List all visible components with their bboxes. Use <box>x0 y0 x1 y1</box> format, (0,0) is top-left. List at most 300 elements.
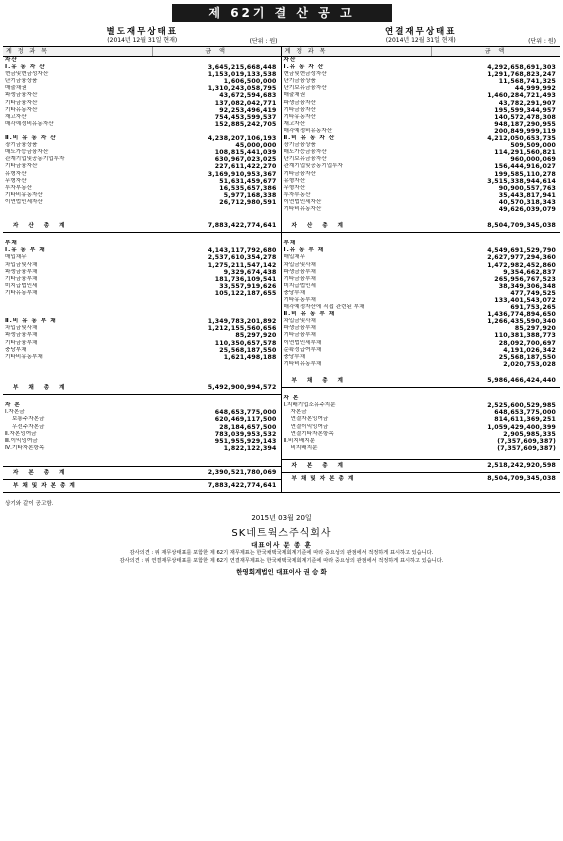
table-row <box>3 361 281 368</box>
account-label: 단기금융상품 <box>283 78 316 85</box>
consolidated-balance-sheet <box>282 47 561 492</box>
account-label <box>282 388 428 395</box>
audit-opinion-consolidated: 감사의견 : 위 연결재무상태표를 포함한 제 62기 연결재무제표는 한국채택국제회계기준에 따라 중요성의 관점에서 적정하게 표시하고 있습니다. <box>119 558 444 565</box>
amount-value: 44,999,992 <box>514 85 556 93</box>
table-row <box>3 156 281 163</box>
amount-value: 38,349,306,348 <box>498 282 556 290</box>
table-row <box>3 199 281 206</box>
account-label <box>3 206 149 213</box>
table-row <box>282 438 561 445</box>
amount-value: 1,436,774,894,650 <box>487 311 556 319</box>
amount-value: 108,815,441,039 <box>214 149 277 157</box>
account-label: 자 산 총 계 <box>13 223 69 230</box>
account-label: 기타금융부채 <box>283 275 316 282</box>
audit-opinion-separate: 감사의견 : 위 재무상태표를 포함한 제 62기 재무제표는 한국채택국제회계기준에 따라 중요성의 관점에서 적정하게 표시하고 있습니다. <box>129 550 434 557</box>
table-row <box>282 232 561 240</box>
account-label: Ⅱ.비 유 동 자 산 <box>5 135 57 142</box>
account-label: 미지급법인세 <box>5 282 38 289</box>
table-row <box>282 290 561 297</box>
account-label: Ⅳ.기타자본항목 <box>5 444 45 451</box>
account-label: Ⅰ.유 동 부 채 <box>283 247 325 254</box>
amount-value <box>149 128 281 135</box>
announcement <box>3 4 560 576</box>
table-row <box>282 206 561 213</box>
amount-value <box>428 240 560 247</box>
table-row <box>3 318 281 325</box>
account-label: 기타금융자산 <box>283 170 316 177</box>
amount-value: 181,736,109,541 <box>214 275 277 283</box>
account-label: 기타금융부채 <box>283 332 316 339</box>
amount-value: 691,753,265 <box>510 304 556 312</box>
amount-value: 1,460,284,721,493 <box>487 92 556 100</box>
table-row <box>3 128 281 135</box>
amount-value: 4,238,207,106,193 <box>207 135 277 143</box>
table-row <box>282 304 561 311</box>
amount-value: 754,453,599,537 <box>214 113 277 121</box>
amount-value <box>428 57 560 64</box>
table-row <box>282 254 561 261</box>
account-label: 연결기타자본항목 <box>290 430 334 437</box>
amount-value: 2,518,242,920,598 <box>487 461 556 469</box>
amount-value: 9,354,662,837 <box>503 268 556 276</box>
table-row <box>3 213 281 220</box>
table-row <box>282 57 561 64</box>
amount-value: 1,472,982,452,860 <box>487 261 556 269</box>
table-row <box>3 340 281 347</box>
table-row <box>282 121 561 128</box>
amount-value <box>149 297 281 304</box>
table-row <box>3 240 281 247</box>
table-row <box>3 78 281 85</box>
amount-value: 648,653,775,000 <box>214 409 277 417</box>
table-row <box>3 107 281 114</box>
account-label: 연결이익잉여금 <box>290 423 329 430</box>
account-label: Ⅱ.비지배지분 <box>283 437 316 444</box>
table-row <box>282 185 561 192</box>
table-row <box>282 247 561 254</box>
amount-value: 25,568,187,550 <box>498 353 556 361</box>
account-label <box>3 311 149 318</box>
account-label <box>282 452 428 459</box>
amount-value <box>149 206 281 213</box>
account-label: 투자부동산 <box>5 184 33 191</box>
account-label: 매입채무 <box>5 254 27 261</box>
page-title: 제 62기 결 산 공 고 <box>172 4 392 22</box>
table-row <box>282 402 561 409</box>
table-row <box>282 416 561 423</box>
table-row <box>3 100 281 107</box>
table-row <box>3 283 281 290</box>
account-label: 자산 <box>5 57 18 63</box>
account-label <box>282 368 428 375</box>
amount-value <box>149 213 281 220</box>
account-label: 장기금융상품 <box>5 142 38 149</box>
amount-value: 26,712,980,591 <box>219 198 277 206</box>
amount-value: 948,187,290,955 <box>494 120 556 128</box>
account-label: Ⅱ.비 유 동 부 채 <box>283 311 336 318</box>
account-label: 유형자산 <box>5 170 27 177</box>
table-row <box>3 206 281 213</box>
amount-value: 35,443,817,941 <box>498 191 556 199</box>
amount-value: 3,645,215,668,448 <box>207 64 277 72</box>
table-row <box>3 57 281 64</box>
amount-value: 140,572,478,308 <box>494 113 556 121</box>
amount-value: 1,822,122,394 <box>223 444 277 452</box>
separate-balance-sheet <box>3 47 282 492</box>
amount-value: 137,082,042,771 <box>214 99 277 107</box>
table-row <box>282 318 561 325</box>
account-label <box>3 452 149 459</box>
table-row <box>3 466 281 479</box>
amount-value: 1,266,435,590,340 <box>487 318 556 326</box>
amount-value: 648,653,775,000 <box>494 409 556 417</box>
account-label: 보통주자본금 <box>12 416 45 423</box>
amount-value: (7,357,609,387) <box>497 444 556 452</box>
account-label: 자산 <box>283 57 297 63</box>
right-statement-name: 연결재무상태표 <box>385 27 457 37</box>
table-row <box>3 325 281 332</box>
table-row <box>282 262 561 269</box>
amount-value: 1,212,155,560,656 <box>207 325 277 333</box>
table-row <box>282 192 561 199</box>
table-row <box>282 445 561 452</box>
account-column-header: 계 정 과 목 <box>284 48 328 55</box>
amount-value <box>149 402 281 409</box>
account-label: 기타금융자산 <box>283 106 316 113</box>
account-label: Ⅰ.유 동 자 산 <box>283 64 325 71</box>
table-row <box>282 276 561 283</box>
table-row <box>282 354 561 361</box>
amount-value <box>428 452 560 459</box>
account-label: 미지급법인세 <box>283 282 316 289</box>
amount-value: 620,469,117,500 <box>214 416 277 424</box>
account-label: Ⅰ.자본금 <box>5 409 25 416</box>
amount-value: 5,986,466,424,440 <box>487 377 556 385</box>
table-row <box>282 92 561 99</box>
right-statement-date: (2014년 12월 31일 현재) <box>385 37 456 44</box>
amount-value: 814,611,369,251 <box>494 416 556 424</box>
account-label: 기타금융부채 <box>5 275 38 282</box>
table-row <box>282 409 561 416</box>
amount-value: 4,191,026,342 <box>503 346 556 354</box>
amount-value: 2,525,600,529,985 <box>487 402 556 410</box>
amount-value: 45,000,000 <box>235 142 277 150</box>
ceo-name: 대표이사 문 종 훈 <box>251 541 312 550</box>
account-label: 순확정급여부채 <box>283 346 322 353</box>
account-label: 파생금융부채 <box>283 325 316 332</box>
table-row <box>3 171 281 178</box>
table-row <box>282 142 561 149</box>
table-row <box>3 311 281 318</box>
amount-value: 951,955,929,143 <box>214 437 277 445</box>
account-label: Ⅱ.비 유 동 자 산 <box>283 135 336 142</box>
account-label: Ⅰ.지배기업소유주지분 <box>283 402 336 409</box>
account-label: 매도가능금융자산 <box>283 149 327 156</box>
account-label: 파생금융부채 <box>5 332 38 339</box>
account-label: 매각예정자산에 직접 관련된 부채 <box>283 304 365 311</box>
right-column-header <box>282 47 561 57</box>
account-label: 매도가능금융자산 <box>5 149 49 156</box>
account-label <box>3 233 149 240</box>
table-row <box>282 368 561 375</box>
amount-value: 7,883,422,774,641 <box>207 482 277 490</box>
amount-value: 1,349,783,201,892 <box>207 318 277 326</box>
account-label: 자본금 <box>290 409 307 416</box>
amount-value: 3,169,910,953,367 <box>207 170 277 178</box>
account-label: 자 본 <box>283 395 300 402</box>
amount-value: 509,509,000 <box>510 142 556 150</box>
account-label: 재고자산 <box>283 120 306 127</box>
account-label: 기타비유동부채 <box>5 353 43 360</box>
table-row <box>3 424 281 431</box>
table-row <box>282 375 561 387</box>
account-label <box>3 361 149 368</box>
amount-value: 92,253,496,419 <box>219 106 277 114</box>
account-label: 파생금융부채 <box>5 268 38 275</box>
table-row <box>3 416 281 423</box>
amount-column-header: 금 액 <box>152 47 281 56</box>
table-row <box>3 178 281 185</box>
account-label <box>3 128 149 135</box>
table-row <box>282 361 561 368</box>
table-row <box>282 395 561 402</box>
amount-value <box>149 452 281 459</box>
account-label <box>3 213 149 220</box>
table-row <box>3 163 281 170</box>
account-label: 자 본 총 계 <box>13 470 69 477</box>
table-row <box>3 438 281 445</box>
account-label <box>3 297 149 304</box>
amount-value: 1,621,498,188 <box>223 353 277 361</box>
table-row <box>282 459 561 472</box>
account-label: 파생금융자산 <box>283 99 316 106</box>
amount-value <box>149 233 281 240</box>
amount-value <box>149 57 281 64</box>
amount-value: 28,184,657,500 <box>219 423 277 431</box>
amount-value: 105,122,187,655 <box>214 289 277 297</box>
account-label <box>282 233 428 240</box>
table-row <box>3 185 281 192</box>
amount-value: 7,883,422,774,641 <box>207 222 277 230</box>
table-row <box>282 472 561 485</box>
amount-value: 110,350,657,578 <box>214 339 277 347</box>
account-label: 차입금및사채 <box>283 261 316 268</box>
account-label: 비지배지분 <box>290 444 318 451</box>
amount-value: 85,297,920 <box>514 325 556 333</box>
amount-value: 2,537,610,354,278 <box>207 254 277 262</box>
amount-value <box>149 304 281 311</box>
table-row <box>3 347 281 354</box>
account-label: Ⅰ.유 동 부 채 <box>5 247 46 254</box>
amount-value: 4,143,117,792,680 <box>207 247 277 255</box>
amount-value: 156,444,916,027 <box>494 163 556 171</box>
amount-value: 1,606,500,000 <box>223 78 277 86</box>
account-label: 차입금및사채 <box>283 318 316 325</box>
account-column-header: 계 정 과 목 <box>6 48 49 55</box>
amount-value: 200,849,999,119 <box>494 127 556 135</box>
account-label: 단기보유금융자산 <box>283 156 327 163</box>
table-row <box>3 71 281 78</box>
account-label: Ⅱ.자본잉여금 <box>5 430 37 437</box>
table-row <box>282 149 561 156</box>
account-label: 매각예정비유동자산 <box>5 120 54 127</box>
amount-value <box>428 395 560 402</box>
amount-value: 2,627,977,294,360 <box>487 254 556 262</box>
amount-value: 5,977,168,338 <box>223 191 277 199</box>
amount-value: 5,492,900,994,572 <box>207 384 277 392</box>
table-row <box>282 163 561 170</box>
amount-value: 4,212,050,653,735 <box>487 135 556 143</box>
amount-value: 199,585,110,278 <box>494 170 556 178</box>
amount-value <box>149 311 281 318</box>
table-row <box>282 135 561 142</box>
account-label: 무형자산 <box>5 177 27 184</box>
amount-value: 1,275,211,547,142 <box>207 261 277 269</box>
table-row <box>3 368 281 375</box>
account-label: 기타금융자산 <box>5 163 38 170</box>
account-label: 매각예정비유동자산 <box>283 127 333 134</box>
amount-value: 4,292,658,691,303 <box>487 64 556 72</box>
footer-date: 2015년 03월 20일 <box>251 514 312 523</box>
table-row <box>3 247 281 254</box>
table-row <box>3 192 281 199</box>
table-row <box>282 347 561 354</box>
account-label: 기타비유동자산 <box>5 191 43 198</box>
amount-value: 90,900,557,763 <box>498 184 556 192</box>
table-row <box>282 431 561 438</box>
account-label: Ⅱ.비 유 동 부 채 <box>5 318 57 325</box>
amount-value: 1,310,243,058,795 <box>207 85 277 93</box>
account-label: 충당부채 <box>283 353 306 360</box>
account-label: 유형자산 <box>283 177 306 184</box>
amount-value: 2,020,753,028 <box>503 360 556 368</box>
table-row <box>3 409 281 416</box>
amount-value: 110,381,388,773 <box>494 332 556 340</box>
account-label: 기타유동부채 <box>5 289 38 296</box>
table-row <box>282 387 561 395</box>
account-label: 장기금융상품 <box>283 142 316 149</box>
account-label: 파생금융부채 <box>283 268 316 275</box>
balance-sheets <box>3 46 560 493</box>
amount-value <box>428 388 560 395</box>
amount-value: 25,568,187,550 <box>219 346 277 354</box>
amount-value: 195,599,344,957 <box>494 106 556 114</box>
amount-value: 28,092,700,697 <box>498 339 556 347</box>
table-row <box>3 394 281 402</box>
account-label: 부채 <box>283 240 297 247</box>
amount-value: 783,039,953,532 <box>214 430 277 438</box>
table-row <box>282 107 561 114</box>
account-label: 이연법인세자산 <box>283 198 322 205</box>
table-row <box>3 290 281 297</box>
company-name: SK네트웍스주식회사 <box>231 528 332 540</box>
amount-value: 265,956,767,523 <box>494 275 556 283</box>
table-row <box>282 424 561 431</box>
amount-value <box>149 459 281 466</box>
account-label: 재고자산 <box>5 113 27 120</box>
amount-value: 51,631,459,677 <box>219 177 277 185</box>
account-label: 부 채 총 계 <box>13 385 69 392</box>
account-label: 매입채무 <box>283 254 306 261</box>
account-label: 우선주자본금 <box>12 423 45 430</box>
amount-value: 630,967,023,025 <box>214 156 277 164</box>
table-row <box>282 240 561 247</box>
table-row <box>3 254 281 261</box>
table-row <box>282 452 561 459</box>
amount-value: 40,570,318,343 <box>498 198 556 206</box>
account-label: 부채및자본총계 <box>291 475 358 482</box>
account-label: 이연법인세자산 <box>5 198 43 205</box>
account-label <box>3 375 149 382</box>
account-label: 매출채권 <box>283 92 306 99</box>
amount-value: 152,885,242,705 <box>214 120 277 128</box>
table-row <box>282 114 561 121</box>
amount-value: 114,291,560,821 <box>494 149 556 157</box>
account-label: 관계기업및공동기업투자 <box>283 163 343 170</box>
left-rows <box>3 57 281 492</box>
account-label: 기타유동부채 <box>283 297 316 303</box>
table-row <box>3 135 281 142</box>
amount-value: 4,549,691,529,790 <box>487 247 556 255</box>
account-label: 자 산 총 계 <box>291 223 347 230</box>
amount-value <box>149 395 281 402</box>
amount-value: (7,357,609,387) <box>497 437 556 445</box>
account-label: 매출채권 <box>5 85 27 92</box>
amount-value: 477,749,525 <box>510 289 556 297</box>
auditor-name: 한영회계법인 대표이사 권 승 화 <box>236 568 327 577</box>
account-label: 관계기업및공동기업투자 <box>5 156 65 163</box>
account-label: Ⅲ.이익잉여금 <box>5 437 38 444</box>
account-label <box>3 459 149 466</box>
account-label: 기타유동자산 <box>5 106 38 113</box>
table-row <box>282 311 561 318</box>
table-row <box>3 114 281 121</box>
amount-value: 33,557,919,626 <box>219 282 277 290</box>
right-unit-label: (단위 : 원) <box>528 38 556 45</box>
left-unit-label: (단위 : 원) <box>249 38 278 45</box>
account-label: 기타비유동부채 <box>283 360 322 367</box>
account-label: 부채및자본총계 <box>13 483 79 490</box>
account-label: 현금및현금성자산 <box>5 71 49 78</box>
table-row <box>3 382 281 394</box>
amount-value: 43,782,291,907 <box>498 99 556 107</box>
account-label <box>282 213 428 220</box>
amount-value: 960,000,069 <box>510 156 556 164</box>
account-label: 파생금융자산 <box>5 92 38 99</box>
right-header <box>282 25 561 45</box>
table-row <box>282 199 561 206</box>
amount-value: 11,568,741,325 <box>498 78 556 86</box>
amount-value: 133,401,543,072 <box>494 297 556 304</box>
account-label <box>3 304 149 311</box>
amount-value: 3,515,338,944,614 <box>487 177 556 185</box>
amount-value: 16,535,657,386 <box>219 184 277 192</box>
amount-value: 227,611,422,270 <box>214 163 277 171</box>
amount-value <box>149 368 281 375</box>
footer-note: 상기와 같이 공고함. <box>5 501 54 508</box>
right-rows <box>282 57 561 485</box>
table-row <box>282 71 561 78</box>
table-row <box>282 213 561 220</box>
amount-value: 2,905,985,335 <box>503 430 556 438</box>
table-row <box>3 479 281 492</box>
table-row <box>282 269 561 276</box>
table-row <box>3 269 281 276</box>
table-row <box>3 402 281 409</box>
table-row <box>3 142 281 149</box>
amount-value: 49,626,039,079 <box>498 205 556 213</box>
table-row <box>3 459 281 466</box>
